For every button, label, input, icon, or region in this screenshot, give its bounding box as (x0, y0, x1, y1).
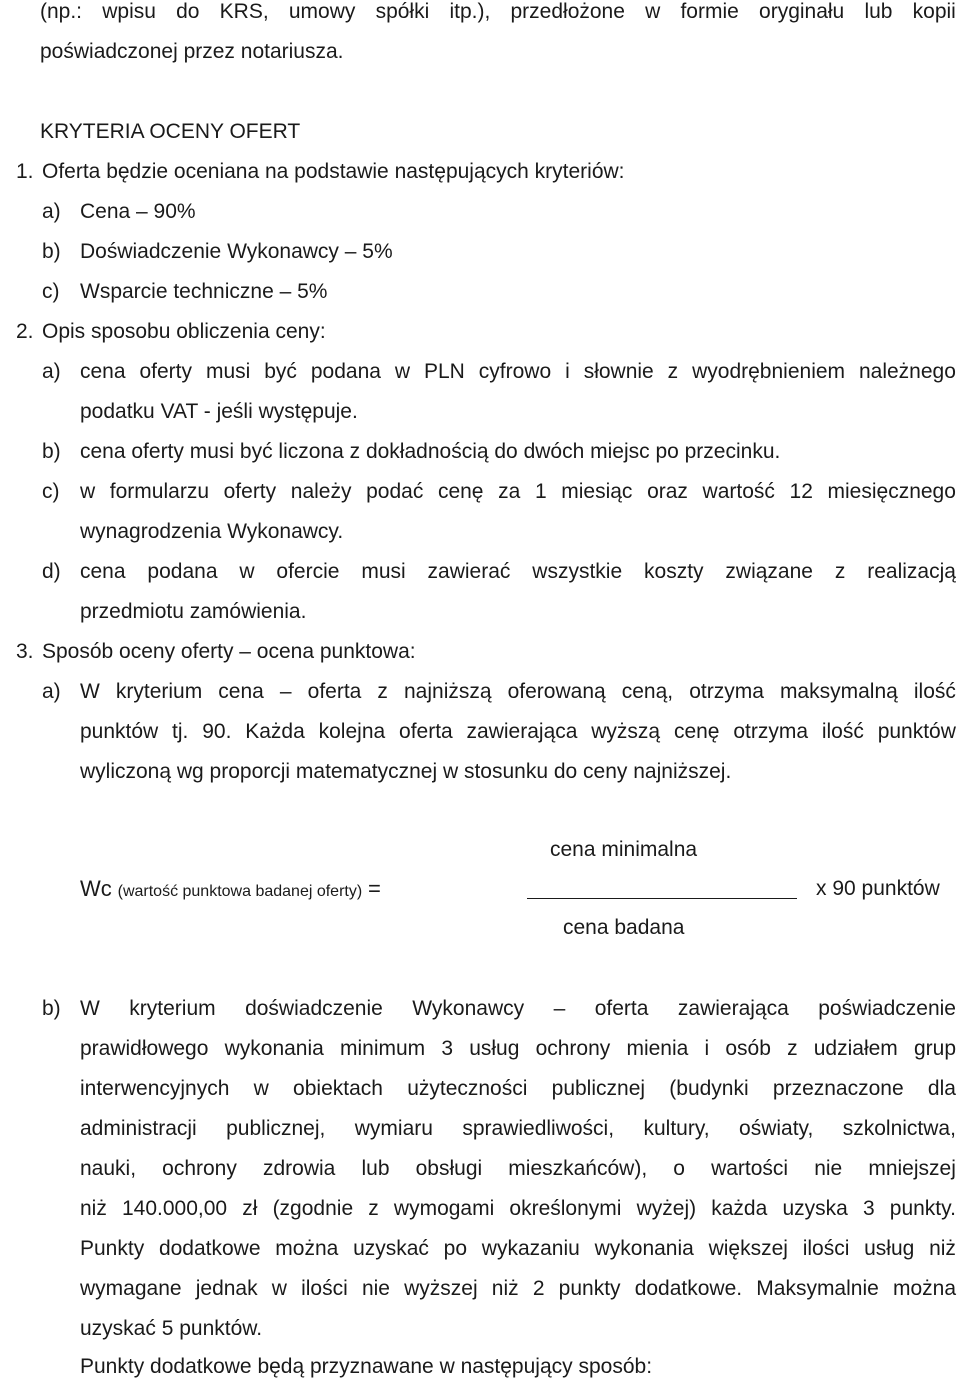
word: ochrony (162, 1157, 237, 1180)
word: oraz (647, 480, 688, 503)
word: należnego (858, 360, 956, 383)
word: publicznej, (226, 1117, 326, 1140)
word: zawierać (427, 560, 511, 583)
word: ilość (913, 680, 956, 703)
word: niż (80, 1197, 107, 1220)
word: wartość (702, 480, 775, 503)
word: formie (680, 0, 739, 23)
word: w (239, 560, 255, 583)
word: jednak (195, 1277, 258, 1300)
word: nauki, (80, 1157, 137, 1180)
word: ceną, (621, 680, 674, 703)
criterion-c-letter: c) (42, 280, 60, 303)
word: z (368, 1197, 379, 1220)
word: i (704, 1037, 710, 1060)
formula-numerator: cena minimalna (550, 838, 698, 861)
item-2a-line-1 (80, 360, 956, 384)
word: wszystkie (532, 560, 623, 583)
criterion-b-text: Doświadczenie Wykonawcy – 5% (80, 240, 393, 263)
formula-denominator: cena badana (563, 916, 685, 939)
word: zł (242, 1197, 258, 1220)
item-3b-line-4 (80, 1117, 956, 1141)
item-3b-line-6 (80, 1197, 956, 1221)
item-1-number: 1. (16, 160, 34, 183)
word: nie (361, 1277, 390, 1300)
word: punktów (877, 720, 956, 743)
word: (budynki (669, 1077, 749, 1100)
word: punkty (558, 1277, 621, 1300)
formula-equals: = (368, 876, 381, 901)
item-3b-letter: b) (42, 997, 61, 1020)
item-3-text: Sposób oceny oferty – ocena punktowa: (42, 640, 416, 663)
word: lub (864, 0, 893, 23)
word: W (80, 680, 100, 703)
word: oferta (594, 997, 649, 1020)
word: obsługi (415, 1157, 483, 1180)
word: wymiaru (354, 1117, 433, 1140)
item-2-number: 2. (16, 320, 34, 343)
item-1-text: Oferta będzie oceniana na podstawie następujących kryteriów: (42, 160, 625, 183)
word: interwencyjnych (80, 1077, 230, 1100)
item-2c-line-2: wynagrodzenia Wykonawcy. (80, 520, 344, 543)
item-3b-line-5 (80, 1157, 956, 1181)
item-2d-line-2: przedmiotu zamówienia. (80, 600, 307, 623)
word: i (565, 360, 570, 383)
formula-multiplier: x 90 punktów (816, 877, 940, 900)
word: cenę (673, 720, 720, 743)
word: w (645, 0, 661, 23)
word: słownie (583, 360, 654, 383)
item-2-text: Opis sposobu obliczenia ceny: (42, 320, 326, 343)
word: uzyska (782, 1197, 848, 1220)
word: miesięcznego (827, 480, 956, 503)
item-3b-line-2 (80, 1037, 956, 1061)
item-3-number: 3. (16, 640, 34, 663)
word: ilości (301, 1277, 348, 1300)
word: wpisu (102, 0, 156, 23)
word: oryginału (759, 0, 845, 23)
word: oferta (307, 680, 362, 703)
word: (np.: (40, 0, 83, 23)
word: po (443, 1237, 468, 1260)
word: umowy (288, 0, 356, 23)
word: sprawiedliwości, (462, 1117, 615, 1140)
word: maksymalną (779, 680, 898, 703)
word: kryterium (129, 997, 216, 1020)
intro-line-2: poświadczonej przez notariusza. (40, 40, 344, 63)
item-3a-line-2 (80, 720, 956, 744)
word: oferta (399, 720, 453, 743)
item-3b-line-9: uzyskać 5 punktów. (80, 1317, 263, 1340)
word: Maksymalnie (756, 1277, 879, 1300)
word: formularzu (109, 480, 209, 503)
word: mienia (626, 1037, 689, 1060)
item-2d-letter: d) (42, 560, 61, 583)
word: do (176, 0, 200, 23)
word: w (271, 1277, 287, 1300)
section-title: KRYTERIA OCENY OFERT (40, 120, 301, 143)
word: tj. (172, 720, 189, 743)
item-2c-line-1 (80, 480, 956, 504)
item-3a-line-3: wyliczoną wg proporcji matematycznej w stosunku do ceny najniższej. (80, 760, 732, 783)
word: usług (469, 1037, 520, 1060)
word: najniższą (403, 680, 492, 703)
word: 2 (532, 1277, 545, 1300)
word: określonymi (509, 1197, 622, 1220)
word: z (787, 1037, 798, 1060)
word: realizacją (867, 560, 956, 583)
word: wyższą (591, 720, 661, 743)
word: szkolnictwa, (842, 1117, 956, 1140)
word: być (264, 360, 297, 383)
word: użyteczności (407, 1077, 528, 1100)
word: za (498, 480, 521, 503)
criterion-a-letter: a) (42, 200, 61, 223)
formula-left (80, 877, 381, 904)
word: wymagane (80, 1277, 182, 1300)
word: grup (913, 1037, 956, 1060)
word: koszty (644, 560, 704, 583)
word: wykonania (224, 1037, 324, 1060)
word: niż (491, 1277, 519, 1300)
word: otrzyma (689, 680, 764, 703)
word: usług (864, 1237, 915, 1260)
word: spółki (375, 0, 430, 23)
word: można (892, 1277, 956, 1300)
item-3a-line-1 (80, 680, 956, 704)
word: zawierająca (677, 997, 789, 1020)
word: – (553, 997, 566, 1020)
word: cena (80, 360, 126, 383)
intro-line-1 (40, 0, 956, 24)
item-2b-letter: b) (42, 440, 61, 463)
word: wyżej) (636, 1197, 697, 1220)
word: z (377, 680, 388, 703)
word: lub (361, 1157, 390, 1180)
word: przedłożone (510, 0, 625, 23)
item-2d-line-1 (80, 560, 956, 584)
word: w (80, 480, 96, 503)
word: musi (205, 360, 251, 383)
word: 90. (202, 720, 232, 743)
word: nie (814, 1157, 843, 1180)
word: oferty (139, 360, 193, 383)
item-2a-letter: a) (42, 360, 61, 383)
word: poświadczenie (818, 997, 956, 1020)
item-3a-letter: a) (42, 680, 61, 703)
word: o (673, 1157, 685, 1180)
word: ochrony (535, 1037, 611, 1060)
word: zawierająca (466, 720, 578, 743)
formula-description: (wartość punktowa badanej oferty) (117, 883, 363, 900)
item-3b-closing: Punkty dodatkowe będą przyznawane w następujący sposób: (80, 1355, 653, 1378)
word: PLN (423, 360, 465, 383)
word: Punkty (80, 1237, 145, 1260)
word: punkty. (889, 1197, 956, 1220)
word: cyfrowo (478, 360, 552, 383)
word: dla (927, 1077, 956, 1100)
criterion-c-text: Wsparcie techniczne – 5% (80, 280, 328, 303)
word: 3 (441, 1037, 454, 1060)
word: musi (361, 560, 406, 583)
word: cena (218, 680, 264, 703)
word: osób (725, 1037, 771, 1060)
word: (zgodnie (272, 1197, 354, 1220)
word: podana (147, 560, 218, 583)
word: wyodrębnieniem (692, 360, 846, 383)
word: punktów (80, 720, 159, 743)
word: doświadczenie (245, 997, 383, 1020)
word: ilości (802, 1237, 850, 1260)
word: podać (366, 480, 424, 503)
word: 1 (534, 480, 547, 503)
criterion-b-letter: b) (42, 240, 61, 263)
word: minimum (340, 1037, 426, 1060)
word: Wykonawcy (412, 997, 525, 1020)
word: 12 (789, 480, 813, 503)
word: oferowaną (507, 680, 606, 703)
word: KRS, (219, 0, 269, 23)
word: miesiąc (561, 480, 633, 503)
item-3b-line-3 (80, 1077, 956, 1101)
word: należy (290, 480, 352, 503)
word: można (275, 1237, 339, 1260)
word: uzyskać (353, 1237, 429, 1260)
item-2c-letter: c) (42, 480, 60, 503)
word: 140.000,00 (122, 1197, 228, 1220)
word: z (667, 360, 679, 383)
word: ofercie (276, 560, 340, 583)
word: podana (310, 360, 381, 383)
word: z (834, 560, 846, 583)
word: związane (725, 560, 813, 583)
word: niż (929, 1237, 956, 1260)
word: kultury, (643, 1117, 710, 1140)
word: wartości (711, 1157, 789, 1180)
word: każda (711, 1197, 768, 1220)
word: ilość (821, 720, 864, 743)
word: cena (80, 560, 126, 583)
word: 3 (862, 1197, 875, 1220)
word: wyższej (404, 1277, 478, 1300)
word: – (279, 680, 292, 703)
word: oferty (223, 480, 277, 503)
item-3b-line-8 (80, 1277, 956, 1301)
word: mieszkańców), (508, 1157, 648, 1180)
word: dodatkowe. (634, 1277, 743, 1300)
word: kopii (912, 0, 956, 23)
word: wykazaniu (481, 1237, 580, 1260)
word: prawidłowego (80, 1037, 209, 1060)
word: w (394, 360, 411, 383)
word: oświaty, (739, 1117, 814, 1140)
word: większej (708, 1237, 788, 1260)
word: mniejszej (868, 1157, 956, 1180)
word: dodatkowe (158, 1237, 261, 1260)
word: kryterium (115, 680, 203, 703)
word: cenę (437, 480, 484, 503)
word: zdrowia (262, 1157, 336, 1180)
word: Każda (245, 720, 305, 743)
word: W (80, 997, 100, 1020)
formula-symbol: Wc (80, 876, 112, 901)
word: obiektach (293, 1077, 383, 1100)
word: administracji (80, 1117, 197, 1140)
item-2b-line-1: cena oferty musi być liczona z dokładnością do dwóch miejsc po przecinku. (80, 440, 781, 463)
item-3b-line-1 (80, 997, 956, 1021)
fraction-bar (527, 898, 797, 899)
item-2a-line-2: podatku VAT - jeśli występuje. (80, 400, 358, 423)
word: itp.), (449, 0, 491, 23)
word: wykonania (594, 1237, 694, 1260)
word: kolejna (318, 720, 386, 743)
criterion-a-text: Cena – 90% (80, 200, 196, 223)
word: publicznej (551, 1077, 646, 1100)
word: wymogami (393, 1197, 495, 1220)
item-3b-line-7 (80, 1237, 956, 1261)
word: przeznaczone (772, 1077, 904, 1100)
word: w (253, 1077, 269, 1100)
word: otrzyma (733, 720, 809, 743)
word: udziałem (813, 1037, 898, 1060)
